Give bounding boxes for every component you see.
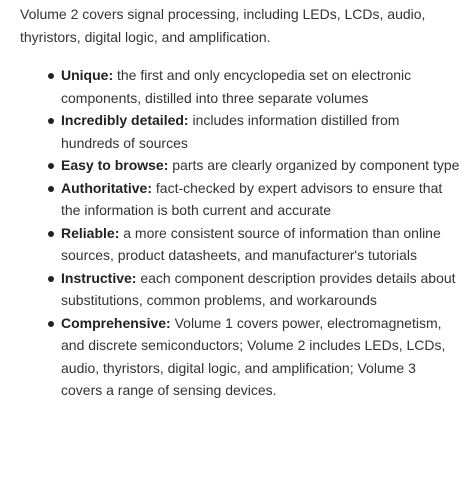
- bullet-icon: [48, 163, 54, 169]
- bullet-icon: [48, 186, 54, 192]
- feature-item-unique: [61, 64, 460, 109]
- feature-item-comprehensive: [61, 312, 460, 402]
- bullet-icon: [48, 276, 54, 282]
- product-description: [20, 3, 460, 402]
- bullet-icon: [48, 231, 54, 237]
- bullet-icon: [48, 118, 54, 124]
- feature-term: Reliable:: [61, 224, 120, 241]
- feature-item-reliable: [61, 222, 460, 267]
- feature-text: parts are clearly organized by component type: [168, 157, 460, 173]
- intro-paragraph: Volume 2 covers signal processing, including LEDs, LCDs, audio, thyristors, digital logic, and amplification.: [20, 6, 426, 45]
- feature-text: includes information distilled from hundreds of sources: [61, 112, 400, 151]
- feature-item-authoritative: [61, 177, 460, 222]
- feature-term: Unique:: [61, 67, 114, 83]
- feature-term: Instructive:: [61, 269, 137, 286]
- feature-term: Authoritative:: [61, 179, 152, 196]
- feature-text: the first and only encyclopedia set on electronic components, distilled into three separate volumes: [61, 67, 412, 106]
- feature-text: Volume 1 covers power, electromagnetism, and discrete semiconductors; Volume 2 includes LEDs, LCDs, audio, thyristors, digital logic, and amplification; Volume 3 covers a range of sensing devices.: [61, 314, 446, 398]
- feature-term: Easy to browse:: [61, 157, 169, 173]
- feature-term: Comprehensive:: [61, 314, 171, 331]
- feature-text: fact-checked by expert advisors to ensure that the information is both current and accurate: [61, 179, 443, 218]
- feature-item-instructive: [61, 267, 460, 312]
- feature-item-detailed: [61, 109, 460, 154]
- feature-list: [20, 64, 460, 402]
- feature-item-easy-to-browse: [61, 154, 460, 177]
- bullet-icon: [48, 321, 54, 327]
- feature-text: a more consistent source of information than online sources, product datasheets, and manufacturer's tutorials: [61, 224, 441, 263]
- feature-text: each component description provides details about substitutions, common problems, and workarounds: [61, 269, 456, 308]
- feature-term: Incredibly detailed:: [61, 112, 189, 128]
- bullet-icon: [48, 73, 54, 79]
